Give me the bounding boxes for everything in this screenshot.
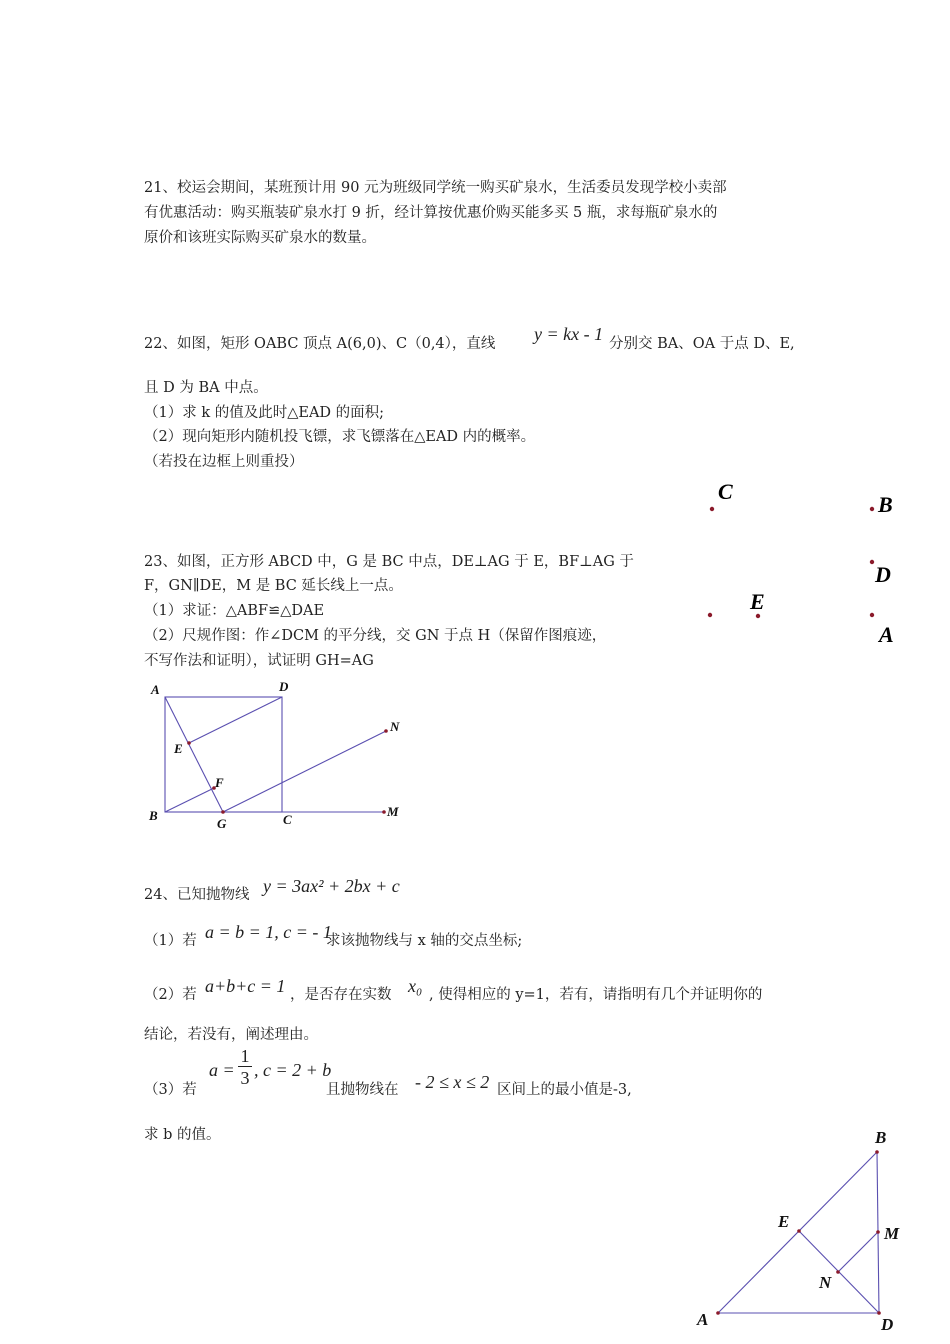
q24-formula: y = 3ax² + 2bx + c <box>263 876 400 896</box>
point-n <box>384 729 388 733</box>
q24-p3-mid: 且抛物线在 <box>326 1082 399 1098</box>
label-m: M <box>387 804 399 819</box>
point-m <box>876 1230 880 1234</box>
q24-p3-post: 区间上的最小值是-3, <box>497 1082 632 1098</box>
label-m: M <box>884 1224 900 1243</box>
q21-line-2: 有优惠活动：购买瓶装矿泉水打 9 折，经计算按优惠价购买能多买 5 瓶，求每瓶矿泉水的 <box>144 205 718 221</box>
line-bf <box>165 788 214 812</box>
label-d: D <box>279 679 289 694</box>
q24-p2-formula: a+b+c = 1 <box>205 976 286 996</box>
label-b: B <box>878 492 893 517</box>
q22-figure <box>708 479 894 647</box>
q24-p1-formula: a = b = 1, c = - 1 <box>205 922 332 942</box>
label-c: C <box>718 479 733 504</box>
q22-part-1: （1）求 k 的值及此时△EAD 的面积; <box>144 405 385 421</box>
q24-p3-range: - 2 ≤ x ≤ 2 <box>415 1072 490 1092</box>
q22-part-2: （2）现向矩形内随机投飞镖，求飞镖落在△EAD 内的概率。 <box>144 429 536 445</box>
line-ab <box>718 1152 877 1313</box>
point-e <box>187 741 191 745</box>
q24-p2-mid: ，是否存在实数 <box>290 987 392 1003</box>
point-a <box>870 613 874 617</box>
q21-line-1: 21、校运会期间，某班预计用 90 元为班级同学统一购买矿泉水，生活委员发现学校小卖部 <box>144 180 727 196</box>
label-a: A <box>151 682 160 697</box>
q22-formula: y = kx - 1 <box>534 324 604 344</box>
line-mn <box>838 1232 878 1272</box>
point-g <box>221 810 225 814</box>
q24-intro: 24、已知抛物线 <box>144 887 250 903</box>
point-m <box>382 810 386 814</box>
label-d: D <box>881 1315 894 1334</box>
label-c: C <box>283 812 292 827</box>
q24-p2-line-2: 结论，若没有，阐述理由。 <box>144 1027 318 1043</box>
label-e: E <box>750 589 765 614</box>
point-a <box>716 1311 720 1315</box>
q24-p3-a: a = <box>209 1060 235 1080</box>
q24-p1-post: 求该抛物线与 x 轴的交点坐标; <box>326 933 523 949</box>
label-d: D <box>875 562 891 587</box>
q23-part-1: （1）求证：△ABF≌△DAE <box>144 603 325 619</box>
q23-line-2: F，GN∥DE，M 是 BC 延长线上一点。 <box>144 578 403 594</box>
q24-p1-pre: （1）若 <box>144 933 197 949</box>
q24-p3-denominator: 3 <box>240 1068 250 1088</box>
label-a: A <box>697 1310 709 1329</box>
point-o <box>708 613 712 617</box>
q24-p3-numerator: 1 <box>240 1046 250 1066</box>
label-e: E <box>174 741 183 756</box>
q24-p3-pre: （3）若 <box>144 1082 197 1098</box>
q23-part-3: 不写作法和证明），试证明 GH=AG <box>144 653 374 669</box>
line-gn <box>223 731 386 812</box>
point-e <box>756 614 760 618</box>
point-n <box>836 1270 840 1274</box>
label-f: F <box>215 775 224 790</box>
label-b: B <box>149 808 158 823</box>
point-b <box>875 1150 879 1154</box>
point-b <box>870 507 874 511</box>
q22-part-3: （若投在边框上则重投） <box>144 454 304 470</box>
q24-p2-pre: （2）若 <box>144 987 197 1003</box>
point-d <box>870 560 874 564</box>
q22-line-2: 且 D 为 BA 中点。 <box>144 380 268 396</box>
q21-line-3: 原价和该班实际购买矿泉水的数量。 <box>144 230 376 246</box>
point-c <box>710 507 714 511</box>
q23-line-1: 23、如图，正方形 ABCD 中，G 是 BC 中点，DE⊥AG 于 E，BF⊥AG 于 <box>144 554 634 570</box>
q24-p2-post: , 使得相应的 y=1，若有，请指明有几个并证明你的 <box>429 987 763 1003</box>
q24-p3-line-2: 求 b 的值。 <box>144 1127 221 1143</box>
label-g: G <box>217 816 227 831</box>
label-n: N <box>819 1273 832 1292</box>
point-e <box>797 1229 801 1233</box>
label-n: N <box>390 719 400 734</box>
q23-figure <box>165 697 386 812</box>
q22-rest: 分别交 BA、OA 于点 D、E, <box>609 336 795 352</box>
label-e: E <box>778 1212 790 1231</box>
q24-p2-var: x₀ <box>408 976 423 996</box>
label-a: A <box>879 622 894 647</box>
q23-part-2: （2）尺规作图：作∠DCM 的平分线，交 GN 于点 H（保留作图痕迹， <box>144 628 607 644</box>
q23-labels <box>148 679 400 831</box>
q24-p3-c: , c = 2 + b <box>254 1060 332 1080</box>
q22-intro: 22、如图，矩形 OABC 顶点 A(6,0)、C（0,4），直线 <box>144 336 496 352</box>
label-b: B <box>875 1128 887 1147</box>
line-de <box>189 697 282 743</box>
